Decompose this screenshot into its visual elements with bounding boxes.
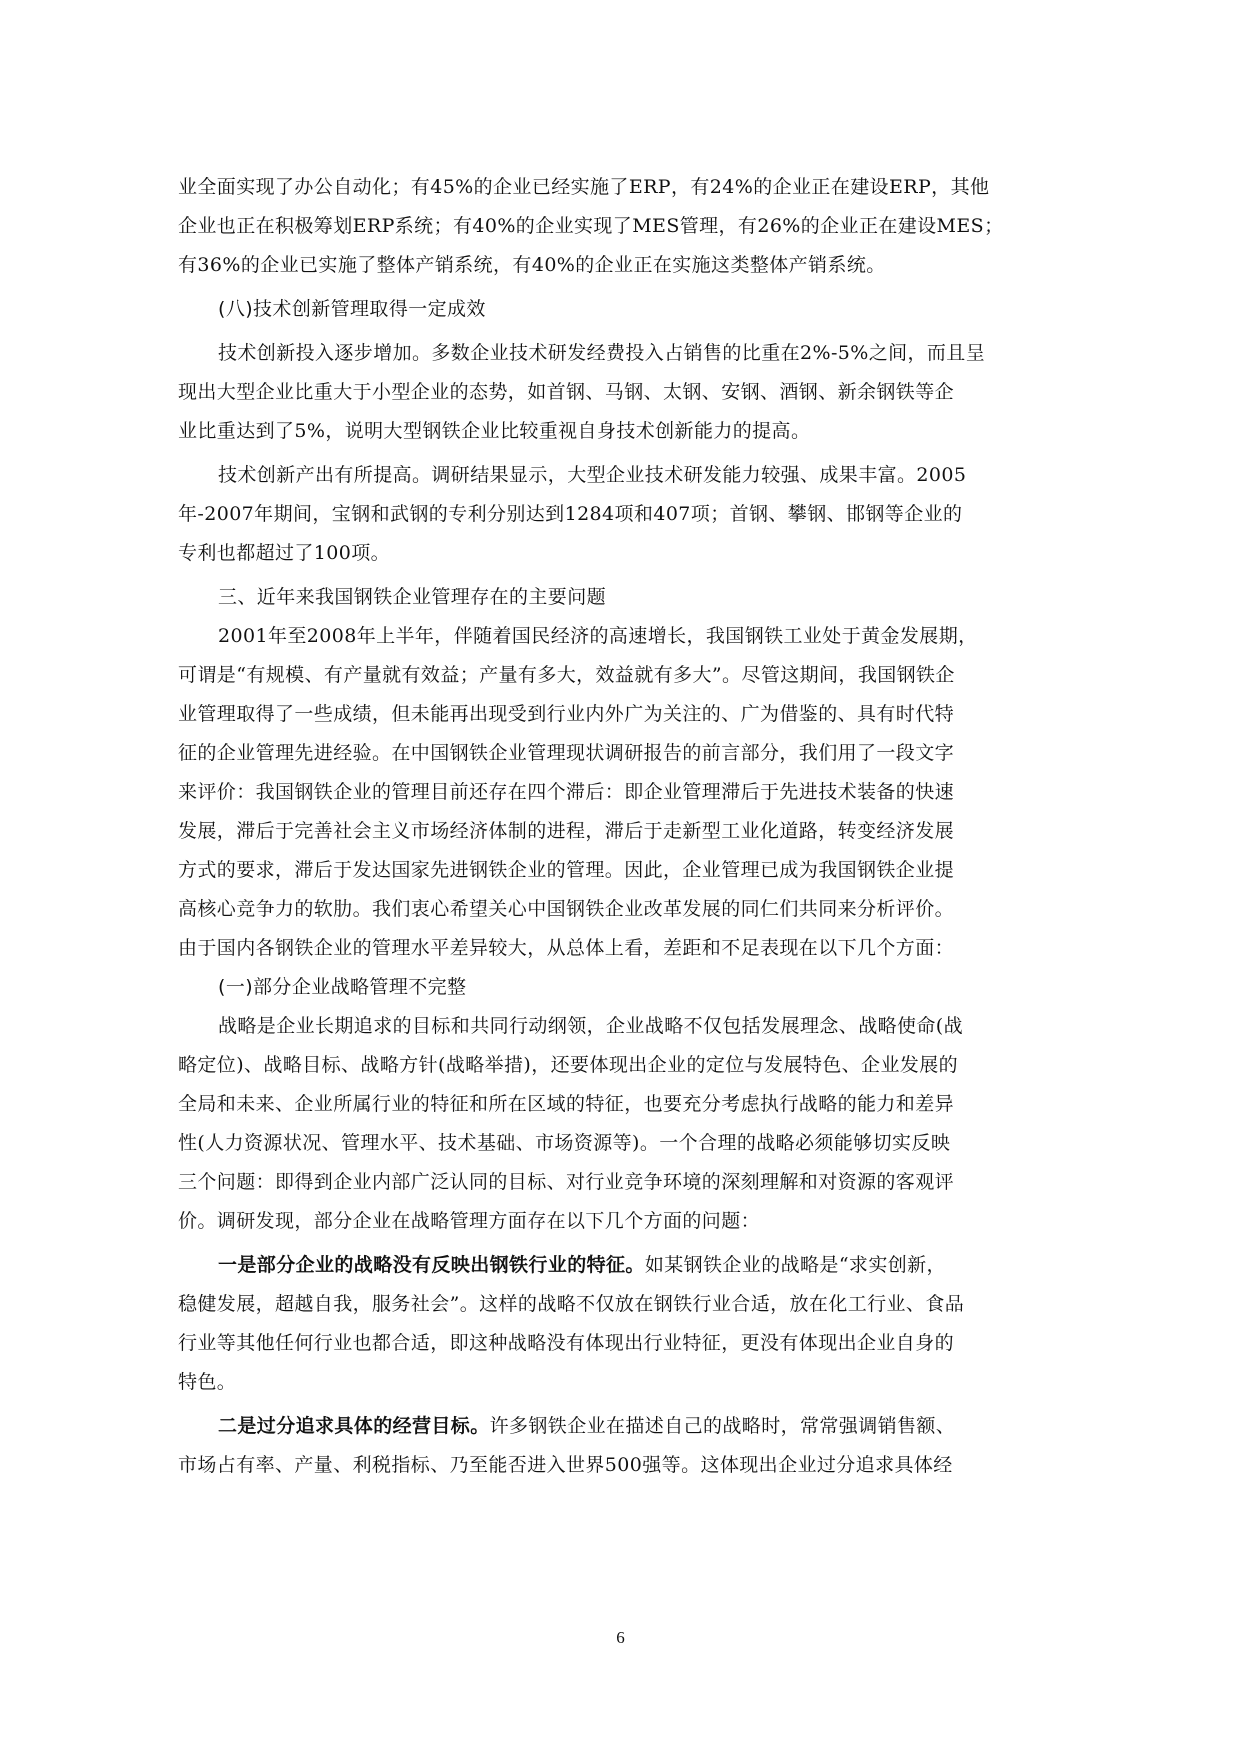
paragraph-problem-one: [178, 1246, 1058, 1402]
paragraph-innovation-output: [178, 456, 1058, 573]
text-line: [178, 1407, 1058, 1446]
text-line: 征的企业管理先进经验。在中国钢铁企业管理现状调研报告的前言部分，我们用了一段文字: [178, 742, 955, 764]
text-line: 技术创新投入逐步增加。多数企业技术研发经费投入占销售的比重在2%-5%之间，而且呈: [218, 342, 986, 364]
text-line: 发展，滞后于完善社会主义市场经济体制的进程，滞后于走新型工业化道路，转变经济发展: [178, 820, 955, 842]
text-line: 来评价：我国钢铁企业的管理目前还存在四个滞后：即企业管理滞后于先进技术装备的快速: [178, 781, 955, 803]
text-line: 战略是企业长期追求的目标和共同行动纲领，企业战略不仅包括发展理念、战略使命(战: [218, 1015, 964, 1037]
paragraph-informatization: [178, 168, 1058, 285]
text-line: 业管理取得了一些成绩，但未能再出现受到行业内外广为关注的、广为借鉴的、具有时代特: [178, 703, 955, 725]
text-line: 高核心竞争力的软肋。我们衷心希望关心中国钢铁企业改革发展的同仁们共同来分析评价。: [178, 898, 955, 920]
text-line: 性(人力资源状况、管理水平、技术基础、市场资源等)。一个合理的战略必须能够切实反映: [178, 1132, 951, 1154]
section-heading-1: (一)部分企业战略管理不完整: [218, 976, 467, 998]
text-line: 业比重达到了5%，说明大型钢铁企业比较重视自身技术创新能力的提高。: [178, 420, 811, 442]
document-body: [178, 168, 1058, 1485]
text-line: 年-2007年期间，宝钢和武钢的专利分别达到1284项和407项；首钢、攀钢、邯钢等企业的: [178, 503, 963, 525]
text-line: 业全面实现了办公自动化；有45%的企业已经实施了ERP，有24%的企业正在建设ERP，其他: [178, 176, 990, 198]
paragraph-innovation-input: [178, 334, 1058, 451]
text-line: 特色。: [178, 1371, 237, 1393]
page-number: 6: [616, 1628, 625, 1647]
text-line: 由于国内各钢铁企业的管理水平差异较大，从总体上看，差距和不足表现在以下几个方面：: [178, 937, 955, 959]
text-line: 企业也正在积极筹划ERP系统；有40%的企业实现了MES管理，有26%的企业正在建设MES；: [178, 215, 1004, 237]
text-line: 行业等其他任何行业也都合适，即这种战略没有体现出行业特征，更没有体现出企业自身的: [178, 1332, 955, 1354]
paragraph-problems-intro: [178, 617, 1058, 968]
text-run: 许多钢铁企业在描述自己的战略时，常常强调销售额、: [489, 1415, 956, 1437]
text-line: 全局和未来、企业所属行业的特征和所在区域的特征，也要充分考虑执行战略的能力和差异: [178, 1093, 955, 1115]
section-heading-3: 三、近年来我国钢铁企业管理存在的主要问题: [218, 586, 607, 608]
text-line: 价。调研发现，部分企业在战略管理方面存在以下几个方面的问题：: [178, 1210, 761, 1232]
text-line: 稳健发展，超越自我，服务社会”。这样的战略不仅放在钢铁行业合适，放在化工行业、食品: [178, 1293, 965, 1315]
text-line: 2001年至2008年上半年，伴随着国民经济的高速增长，我国钢铁工业处于黄金发展期，: [218, 625, 978, 647]
text-line: 现出大型企业比重大于小型企业的态势，如首钢、马钢、太钢、安钢、酒钢、新余钢铁等企: [178, 381, 955, 403]
text-line: 技术创新产出有所提高。调研结果显示，大型企业技术研发能力较强、成果丰富。2005: [218, 464, 967, 486]
bold-lead: 二是过分追求具体的经营目标。: [218, 1415, 490, 1437]
text-line: 三个问题：即得到企业内部广泛认同的目标、对行业竞争环境的深刻理解和对资源的客观评: [178, 1171, 955, 1193]
section-heading-8: (八)技术创新管理取得一定成效: [218, 298, 486, 320]
text-run: 如某钢铁企业的战略是“求实创新，: [644, 1254, 946, 1276]
bold-lead: 一是部分企业的战略没有反映出钢铁行业的特征。: [218, 1254, 645, 1276]
text-line: 方式的要求，滞后于发达国家先进钢铁企业的管理。因此，企业管理已成为我国钢铁企业提: [178, 859, 955, 881]
paragraph-problem-two: [178, 1407, 1058, 1485]
paragraph-strategy-definition: [178, 1007, 1058, 1241]
text-line: 有36%的企业已实施了整体产销系统，有40%的企业正在实施这类整体产销系统。: [178, 254, 886, 276]
text-line: 略定位)、战略目标、战略方针(战略举措)，还要体现出企业的定位与发展特色、企业发展的: [178, 1054, 959, 1076]
text-line: 可谓是“有规模、有产量就有效益；产量有多大，效益就有多大”。尽管这期间，我国钢铁企: [178, 664, 955, 686]
text-line: [178, 1246, 1058, 1285]
text-line: 市场占有率、产量、利税指标、乃至能否进入世界500强等。这体现出企业过分追求具体经: [178, 1454, 953, 1476]
text-line: 专利也都超过了100项。: [178, 542, 391, 564]
